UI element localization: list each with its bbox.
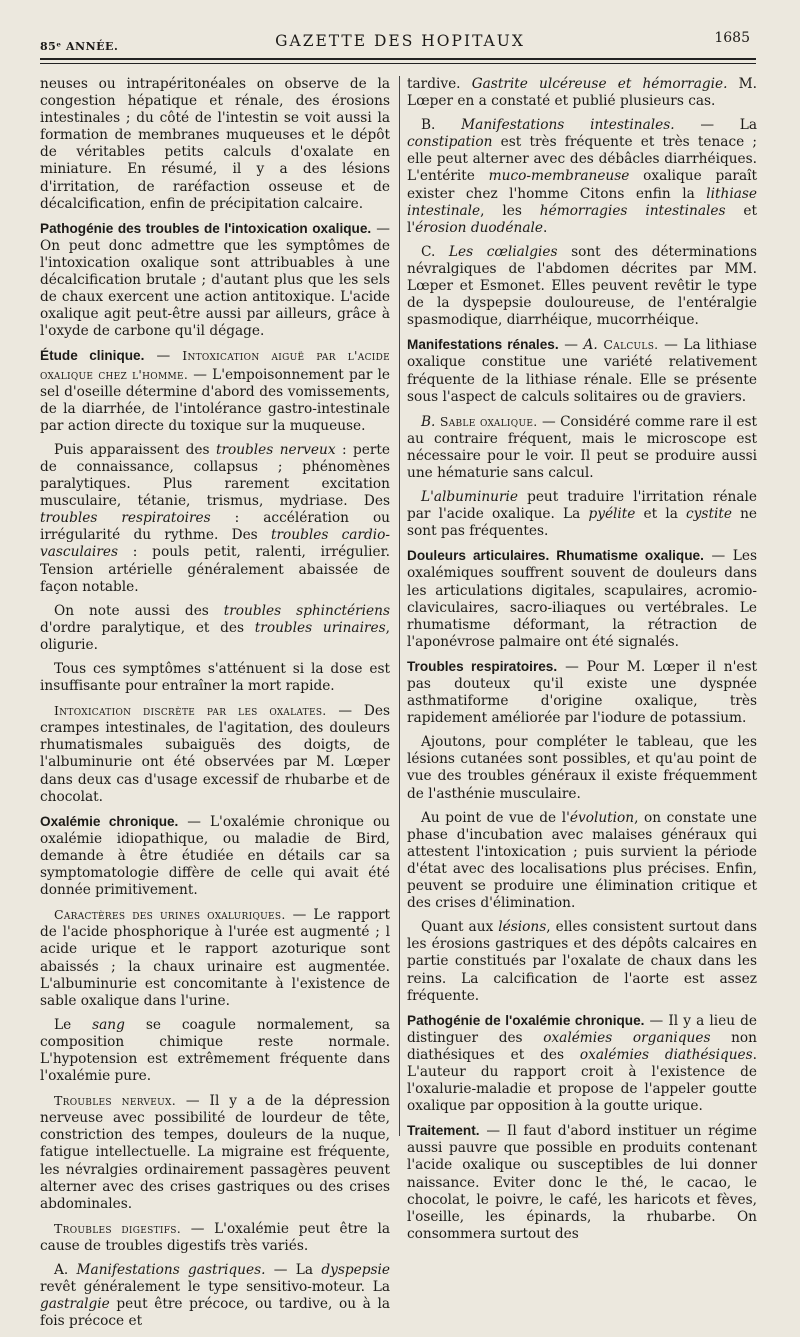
section-oxalemie-chronique: Oxalémie chronique. — L'oxalémie chronique ou oxalémie idiopathique, ou maladie de Bird, demande à être étudiée en détails car sa symptomatologie diffère de celle qui avait été donnée primitivement. (40, 813, 390, 899)
section-douleurs-articulaires: Douleurs articulaires. Rhumatisme oxalique. — Les oxalémiques souffrent souvent de douleurs dans les articulations digitales, scapulaires, acromio-claviculaires, sacro-iliaques ou vertébrales. Le rhumatisme déformant, la rétraction de l'aponévrose palmaire ont été signalés. (407, 548, 757, 650)
section-urines: Caractères des urines oxaluriques. — Le rapport de l'acide phosphorique à l'urée est augmenté ; l acide urique et le rapport azoturique sont abaissés ; la chaux urinaire est augmentée. L'albuminurie est concomitante à l'existence de sable oxalique dans l'urine. (40, 907, 390, 1009)
subheading: Caractères des urines oxaluriques. (54, 907, 286, 923)
subheading: Intoxication discrète par les oxalates. (54, 703, 327, 719)
section-heading: Pathogénie de l'oxalémie chronique. (407, 1012, 645, 1028)
right-column (407, 76, 757, 1250)
paragraph: Tous ces symptômes s'atténuent si la dose est insuffisante pour entraîner la mort rapide. (40, 661, 390, 695)
paragraph: C. Les cœlialgies sont des déterminations névralgiques de l'abdomen décrites par MM. Lœper et Esmonet. Elles peuvent revêtir le type de la dyspepsie douloureuse, de l'entéralgie spasmodique, diarrhéique, mucorrhéique. (407, 243, 757, 329)
section-heading: Étude clinique. (40, 348, 145, 364)
section-troubles-respiratoires: Troubles respiratoires. — Pour M. Lœper il n'est pas douteux qu'il existe une dyspnée asthmatiforme d'origine oxalique, très rapidement améliorée par l'iodure de potassium. (407, 658, 757, 727)
section-manifestations-renales: Manifestations rénales. — A. Calculs. — La lithiase oxalique constitue une variété relativement fréquente de la lithiase rénale. Elle se présente sous l'aspect de calculs solitaires ou de graviers. (407, 337, 757, 405)
section-heading: Oxalémie chronique. (40, 813, 179, 829)
subheading: Calculs. (603, 337, 659, 353)
paragraph: Au point de vue de l'évolution, on constate une phase d'incubation avec malaises généraux qui attestent l'intoxication ; puis survient la période d'état avec des localisations plus précises. Enfin, peuvent se produire une élimination critique et des crises d'élimination. (407, 809, 757, 912)
paragraph: Puis apparaissent des troubles nerveux : perte de connaissance, collapsus ; phénomènes paralytiques. Plus rarement excitation musculaire, tétanie, trismus, mydriase. Des troubles respiratoires : accélération ou irrégularité du rythme. Des troubles cardio-vasculaires : pouls petit, ralenti, irrégulier. Tension artérielle généralement abaissée de façon notable. (40, 441, 390, 595)
section-heading: Troubles respiratoires. (407, 658, 558, 674)
section-pathogenie-chronique: Pathogénie de l'oxalémie chronique. — Il y a lieu de distinguer des oxalémies organiques non diathésiques et des oxalémies diathésiques. L'auteur du rapport croit à l'existence de l'oxalurie-maladie et propose de l'appeler goutte oxalique par opposition à la goutte urique. (407, 1012, 758, 1115)
section-heading: Pathogénie des troubles de l'intoxication oxalique. (40, 220, 372, 236)
section-etude-clinique: Étude clinique. — Intoxication aiguë par l'acide oxalique chez l'homme. — L'empoisonnement par le sel d'oseille détermine d'abord des vomissements, de la diarrhée, de l'intolérance gastro-intestinale par action directe du toxique sur la muqueuse. (40, 348, 391, 434)
paragraph: tardive. Gastrite ulcéreuse et hémorragie. M. Lœper en a constaté et publié plusieurs cas. (407, 76, 758, 110)
paragraph: On note aussi des troubles sphinctériens d'ordre paralytique, et des troubles urinaires, oligurie. (40, 602, 390, 653)
subheading: Troubles digestifs. (54, 1220, 182, 1236)
header-rule-thin (40, 63, 756, 64)
paragraph: A. Manifestations gastriques. — La dyspepsie revêt généralement le type sensitivo-moteur. La gastralgie peut être précoce, ou tardive, ou à la fois précoce et (40, 1262, 390, 1330)
paragraph: B. Sable oxalique. — Considéré comme rare il est au contraire fréquent, mais le microscope est nécessaire pour le voir. Il peut se produire aussi une hématurie sans calcul. (407, 413, 757, 481)
page-number: 1685 (714, 30, 750, 46)
page-header (0, 0, 800, 70)
volume-year: 85ᵉ ANNÉE. (40, 40, 119, 53)
header-rule (40, 58, 756, 60)
paragraph: Le sang se coagule normalement, sa composition chimique reste normale. L'hypotension est extrêmement fréquente dans l'oxalémie pure. (40, 1016, 390, 1085)
section-heading: Traitement. (407, 1123, 480, 1139)
section-intoxication-discrete: Intoxication discrète par les oxalates. — Des crampes intestinales, de l'agitation, des douleurs rhumatismales subaiguës des doigts, de l'albuminurie ont été observées par M. Lœper dans deux cas d'usage excessif de rhubarbe et de chocolat. (40, 703, 391, 805)
section-heading: Douleurs articulaires. Rhumatisme oxalique. (407, 548, 704, 564)
section-troubles-nerveux: Troubles nerveux. — Il y a de la dépression nerveuse avec possibilité de lourdeur de tête, constriction des tempes, douleurs de la nuque, fatigue intellectuelle. La migraine est fréquente, les névralgies ordinairement passagères peuvent alterner avec des crises gastriques ou des crises abdominales. (40, 1093, 390, 1212)
section-pathogenie: Pathogénie des troubles de l'intoxication oxalique. — On peut donc admettre que les symptômes de l'intoxication oxalique sont attribuables à une décalcification brutale ; d'autant plus que les sels de chaux exercent une action antitoxique. L'acide oxalique agit peut-être aussi par ailleurs, grâce à l'oxyde de carbone qu'il dégage. (40, 220, 390, 340)
subheading: Intoxication aiguë par l'acide oxalique chez l'homme. (40, 348, 390, 382)
journal-title: GAZETTE DES HOPITAUX (275, 32, 525, 50)
subheading: Sable oxalique. (439, 413, 538, 429)
column-separator (399, 76, 400, 1136)
paragraph: neuses ou intrapéritonéales on observe de la congestion hépatique et rénale, des érosions intestinales ; du côté de l'intestin se voit aussi la formation de membranes muqueuses et le dépôt de véritables petits calculs d'oxalate en miniature. En résumé, il y a des lésions d'irritation, de raréfaction osseuse et de décalcification, enfin de précipitation calcaire. (40, 76, 390, 212)
subheading: Troubles nerveux. (54, 1093, 176, 1109)
paragraph: L'albuminurie peut traduire l'irritation rénale par l'acide oxalique. La pyélite et la cystite ne sont pas fréquentes. (407, 489, 757, 540)
section-troubles-digestifs: Troubles digestifs. — L'oxalémie peut être la cause de troubles digestifs très variés. (40, 1220, 390, 1254)
section-traitement: Traitement. — Il faut d'abord instituer un régime aussi pauvre que possible en produits contenant l'acide oxalique ou susceptibles de lui donner naissance. Eviter donc le thé, le cacao, le chocolat, le poivre, le café, les haricots et fèves, l'oseille, les épinards, la rhubarbe. On consommera surtout des (407, 1123, 758, 1242)
paragraph: Quant aux lésions, elles consistent surtout dans les érosions gastriques et des dépôts calcaires en partie constitués par l'oxalate de chaux dans les reins. La calcification de l'aorte est assez fréquente. (407, 919, 757, 1004)
paragraph: B. Manifestations intestinales. — La constipation est très fréquente et très tenace ; elle peut alterner avec des débâcles diarrhéiques. L'entérite muco-membraneuse oxalique paraît exister chez l'homme Citons enfin la lithiase intestinale, les hémorragies intestinales et l'érosion duodénale. (407, 117, 758, 236)
section-heading: Manifestations rénales. (407, 337, 559, 353)
paragraph: Ajoutons, pour compléter le tableau, que les lésions cutanées sont possibles, et qu'au point de vue des troubles généraux il existe fréquemment de l'asthénie musculaire. (407, 734, 757, 802)
